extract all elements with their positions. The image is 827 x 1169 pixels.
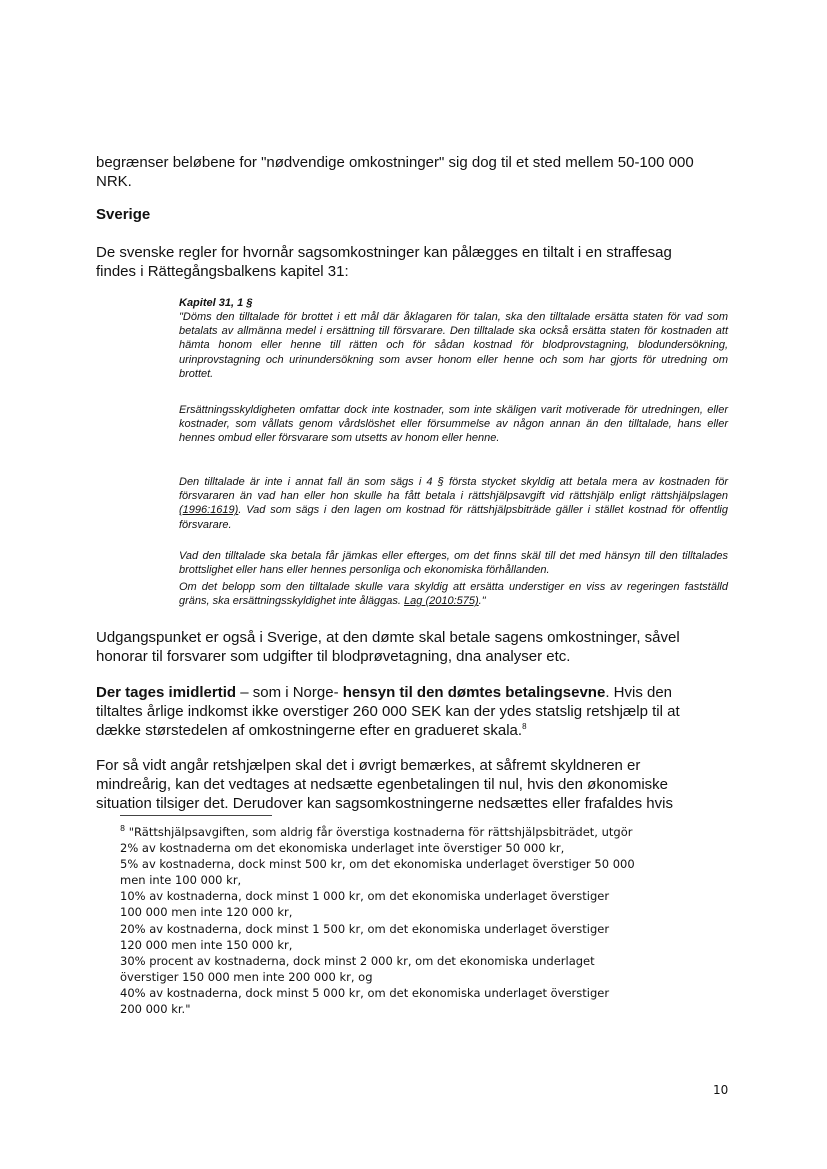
text-line: NRK. [96,173,132,190]
text-segment: dække størstedelen af omkostningerne efter en gradueret skala. [96,722,523,739]
footnote-line: 120 000 men inte 150 000 kr, [120,937,293,952]
text-line: mindreårig, kan det vedtages at nedsætte egenbetalingen til nul, hvis den økonomiske [96,776,669,793]
quote-text: Den tilltalade är inte i annat fall än som sägs i 4 § första stycket skyldig att betala mera av kostnaden för försvararen än vad han eller hon skulle ha fått betala i rättshjälpsavgift vid rättshjälp enligt rättshjälpslagen [179,476,728,503]
footnote-number: 8 [120,824,126,834]
bold-text: hensyn til den dømtes betalingsevne [342,684,606,701]
footnote-line: 2% av kostnaderna om det ekonomiska underlaget inte överstiger 50 000 kr, [120,841,565,856]
footnote-8 [120,824,720,1017]
law-quote-title [179,296,728,310]
text-line: Udgangspunket er også i Sverige, at den dømte skal betale sagens omkostninger, såvel [96,629,680,646]
text-segment: – som i Norge- [236,684,343,701]
rules-paragraph [96,243,732,281]
footnote-line: 5% av kostnaderna, dock minst 500 kr, om det ekonomiska underlaget överstiger 50 000 [120,857,635,872]
quote-text: . Vad som sägs i den lagen om kostnad för rättshjälpsbiträde gäller i stället kostnad för offentlig försvarare. [179,504,728,531]
text-segment: . Hvis den [605,684,673,701]
quote-text: Om det belopp som den tilltalade skulle vara skyldig att ersätta understiger en viss av regeringen fastställd gräns, ska ersättningsskyldighet inte åläggas. [179,581,728,608]
footnote-separator [120,815,272,816]
text-line [96,683,732,702]
footnote-line: 30% procent av kostnaderna, dock minst 2 000 kr, om det ekonomiska underlaget [120,953,595,968]
text-segment: "Rättshjälpsavgiften, som aldrig får överstiga kostnaderna för rättshjälpsbiträdet, utgör [125,825,633,839]
text-line: For så vidt angår retshjælpen skal det i øvrigt bemærkes, at såfremt skyldneren er [96,757,641,774]
quote-text: ." [478,595,486,608]
footnote-line: överstiger 150 000 men inte 200 000 kr, og [120,969,373,984]
footnote-line: 200 000 kr." [120,1002,191,1017]
text-line: situation tilsiger det. Derudover kan sagsomkostningerne nedsættes eller frafaldes hvis [96,795,673,812]
text-line: findes i Rättegångsbalkens kapitel 31: [96,263,349,280]
quote-title: Kapitel 31, 1 § [179,297,253,309]
text-line: tiltaltes årlige indkomst ikke overstiger 260 000 SEK kan der ydes statslig retshjælp til at [96,703,680,720]
law-reference-link[interactable]: Lag (2010:575) [404,595,479,608]
footnote-line: men inte 100 000 kr, [120,873,242,888]
betalingsevne-paragraph [96,683,732,740]
footnote-line [120,824,720,840]
law-quote-paragraph-4a: Vad den tilltalade ska betala får jämkas eller efterges, om det finns skäl till det med hänsyn till den tilltalades brottslighet eller hans eller hennes personliga och ekonomiska förhållanden. [179,550,728,577]
udgangspunkt-paragraph [96,628,732,666]
text-line: honorar til forsvarer som udgifter til blodprøvetagning, dna analyser etc. [96,648,571,665]
text-line [96,721,732,740]
retshjaelp-paragraph [96,756,732,813]
text-line: begrænser beløbene for "nødvendige omkostninger" sig dog til et sted mellem 50-100 000 [96,154,694,171]
intro-paragraph [96,153,732,191]
law-reference-link[interactable]: (1996:1619) [179,504,239,517]
law-quote-paragraph-1: "Döms den tilltalade för brottet i ett mål där åklagaren för talan, ska den tilltalade ersätta staten för vad som betalats av allmänna medel i ersättning till försvarare. Den tilltalade ska också ersätta staten för kostnaden att hämta honom eller henne till rätten och för sådan kostnad för blodprovstagning, blodundersökning, urinprovstagning och urinundersökning som avser honom eller henne och som har gjorts för utredning om brottet. [179,311,728,380]
footnote-line: 40% av kostnaderna, dock minst 5 000 kr, om det ekonomiska underlaget överstiger [120,985,610,1000]
page-number: 10 [713,1083,729,1097]
footnote-line: 10% av kostnaderna, dock minst 1 000 kr, om det ekonomiska underlaget överstiger [120,889,610,904]
law-quote-paragraph-4b [179,580,728,608]
footnote-reference[interactable]: 8 [522,722,527,731]
bold-text: Der tages imidlertid [96,684,237,701]
law-quote-paragraph-3 [179,475,728,532]
section-heading-sverige: Sverige [96,206,151,223]
text-line: De svenske regler for hvornår sagsomkostninger kan pålægges en tiltalt i en straffesag [96,244,672,261]
footnote-line: 100 000 men inte 120 000 kr, [120,905,293,920]
law-quote-paragraph-2: Ersättningsskyldigheten omfattar dock inte kostnader, som inte skäligen varit motiverade för utredningen, eller kostnader, som vållats genom vårdslöshet eller försummelse av någon annan än den tilltalade, hans eller hennes ombud eller försvarare som utsetts av honom eller henne. [179,404,728,445]
footnote-line: 20% av kostnaderna, dock minst 1 500 kr, om det ekonomiska underlaget överstiger [120,921,610,936]
